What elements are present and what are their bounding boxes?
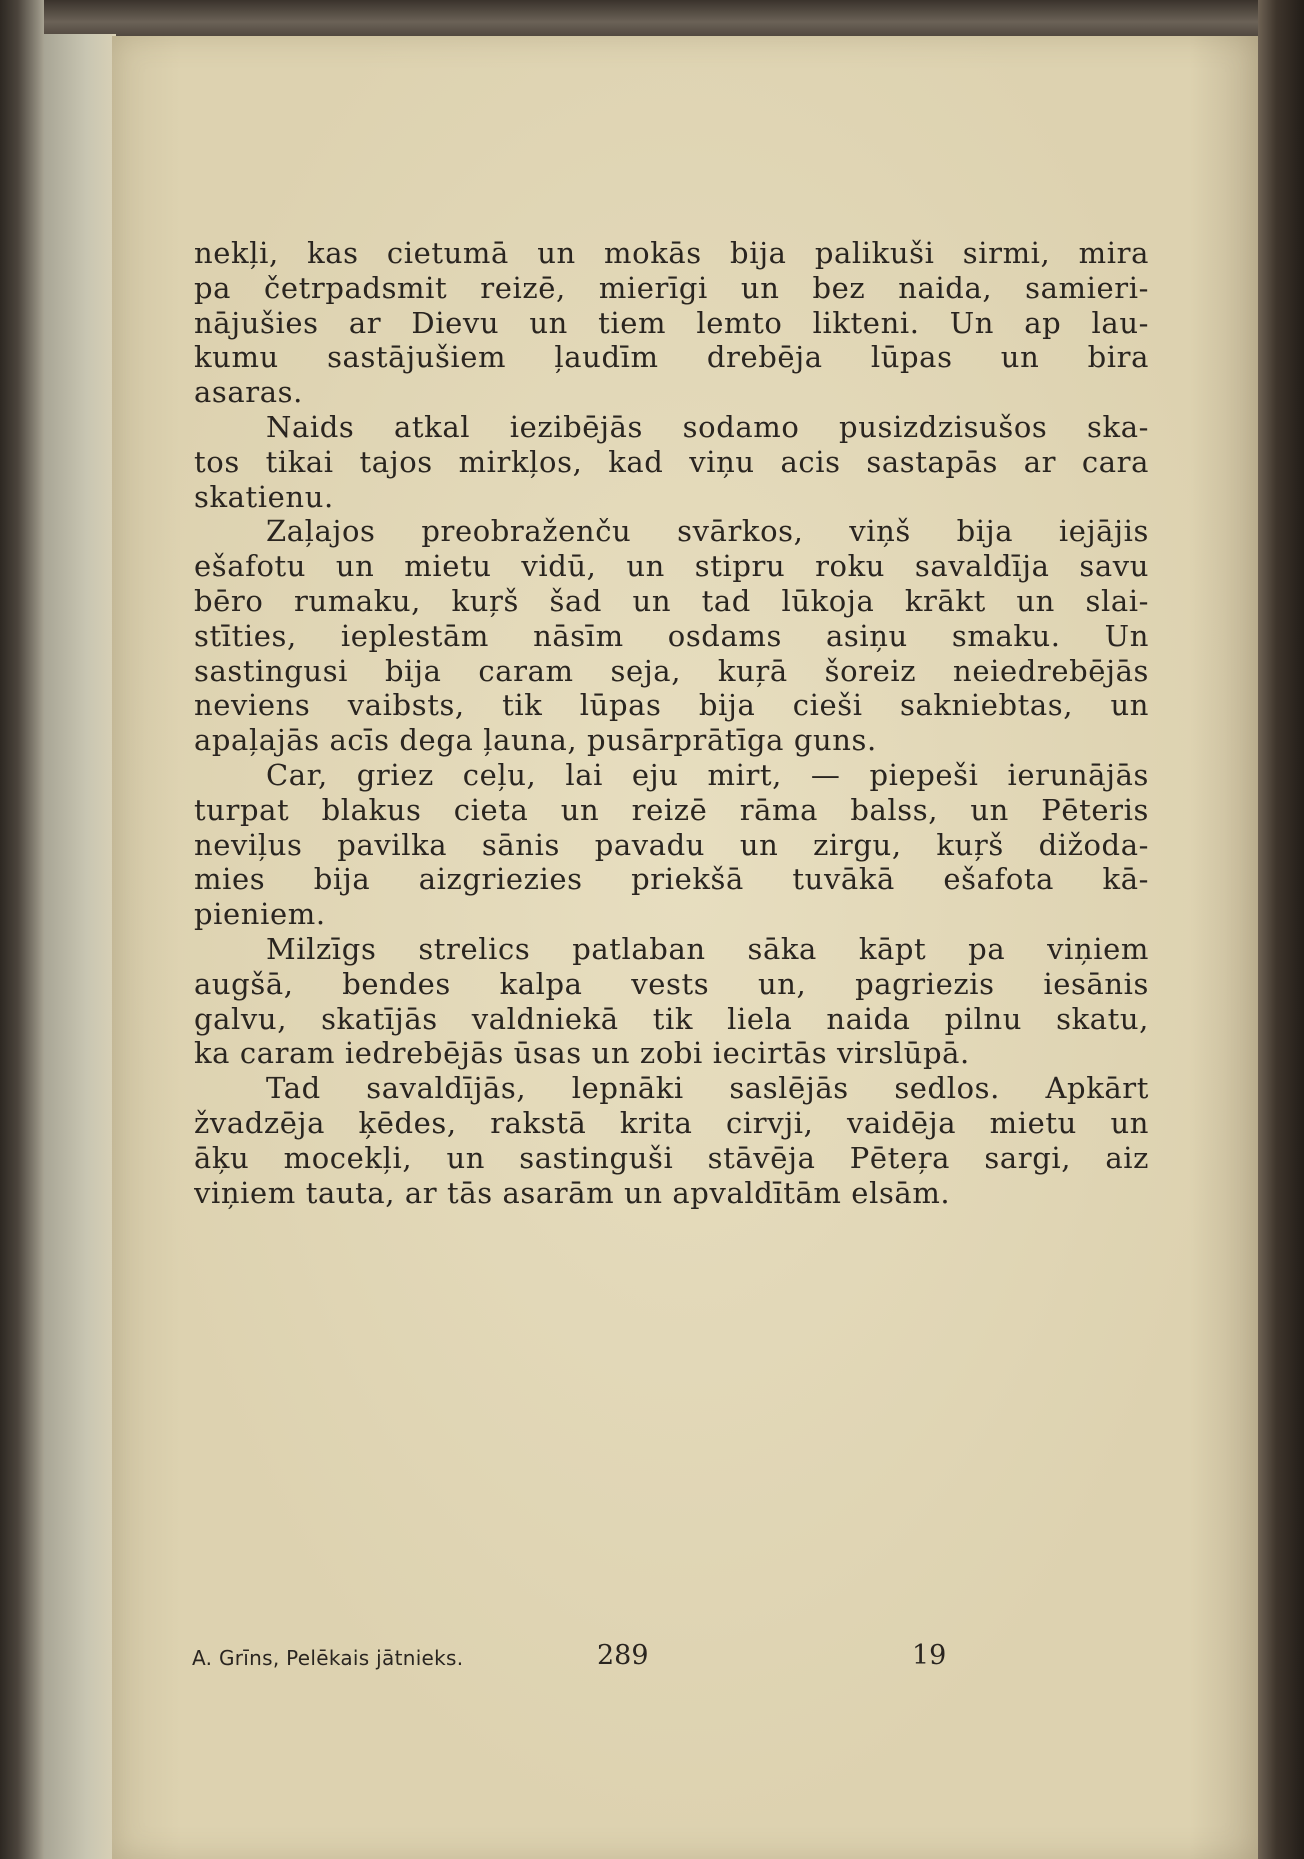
text-line: ka caram iedrebējās ūsas un zobi iecirtās virslūpā.: [194, 1036, 970, 1071]
body-text: [194, 236, 1149, 1210]
text-line: sastingusi bija caram seja, kuŗā šoreiz neiedrebējās: [194, 653, 1149, 688]
text-line: Naids atkal iezibējās sodamo pusizdzisušos ska-: [266, 409, 1149, 444]
page-footer: [192, 1640, 1092, 1680]
text-line: nekļi, kas cietumā un mokās bija palikuši sirmi, mira: [194, 236, 1149, 270]
text-line: āķu mocekļi, un sastinguši stāvēja Pēteŗa sargi, aiz: [194, 1140, 1149, 1175]
page-gutter: [44, 34, 116, 1859]
book-top-edge: [0, 0, 1304, 40]
book-spine-edge: [0, 0, 44, 1859]
text-line: viņiem tauta, ar tās asarām un apvaldītām elsām.: [194, 1175, 951, 1210]
text-line: žvadzēja ķēdes, rakstā krita cirvji, vaidēja mietu un: [194, 1105, 1149, 1140]
footer-author-title: A. Grīns, Pelēkais jātnieks.: [192, 1646, 464, 1670]
text-line: asaras.: [194, 375, 303, 410]
text-line: apaļajās acīs dega ļauna, pusārprātīga guns.: [194, 723, 877, 758]
book-page: [112, 36, 1258, 1859]
text-line: neviļus pavilka sānis pavadu un zirgu, kuŗš dižoda-: [194, 827, 1149, 862]
signature-mark: 19: [912, 1640, 947, 1671]
text-line: nājušies ar Dievu un tiem lemto likteni. Un ap lau-: [194, 305, 1149, 340]
text-line: bēro rumaku, kuŗš šad un tad lūkoja krākt un slai-: [194, 583, 1149, 618]
text-line: tos tikai tajos mirkļos, kad viņu acis sastapās ar cara: [194, 444, 1149, 479]
text-line: galvu, skatījās valdniekā tik liela naida pilnu skatu,: [194, 1001, 1149, 1036]
text-line: turpat blakus cieta un reizē rāma balss, un Pēteris: [194, 792, 1149, 827]
page-number: 289: [597, 1640, 649, 1671]
text-line: Milzīgs strelics patlaban sāka kāpt pa viņiem: [266, 931, 1149, 966]
text-line: kumu sastājušiem ļaudīm drebēja lūpas un bira: [194, 340, 1149, 375]
text-line: ešafotu un mietu vidū, un stipru roku savaldīja savu: [194, 549, 1149, 584]
text-line: Car, griez ceļu, lai eju mirt, — piepeši ierunājās: [266, 757, 1149, 792]
text-line: stīties, ieplestām nāsīm osdams asiņu smaku. Un: [194, 618, 1149, 653]
text-line: neviens vaibsts, tik lūpas bija cieši sakniebtas, un: [194, 688, 1149, 723]
text-line: Tad savaldījās, lepnāki saslējās sedlos. Apkārt: [266, 1071, 1149, 1106]
text-line: skatienu.: [194, 479, 334, 514]
text-line: pieniem.: [194, 897, 326, 932]
text-line: mies bija aizgriezies priekšā tuvākā ešafota kā-: [194, 862, 1149, 897]
text-line: augšā, bendes kalpa vests un, pagriezis iesānis: [194, 966, 1149, 1001]
text-line: Zaļajos preobraženču svārkos, viņš bija iejājis: [266, 514, 1149, 549]
text-line: pa četrpadsmit reizē, mierīgi un bez naida, samieri-: [194, 270, 1149, 305]
book-right-edge: [1258, 0, 1304, 1859]
